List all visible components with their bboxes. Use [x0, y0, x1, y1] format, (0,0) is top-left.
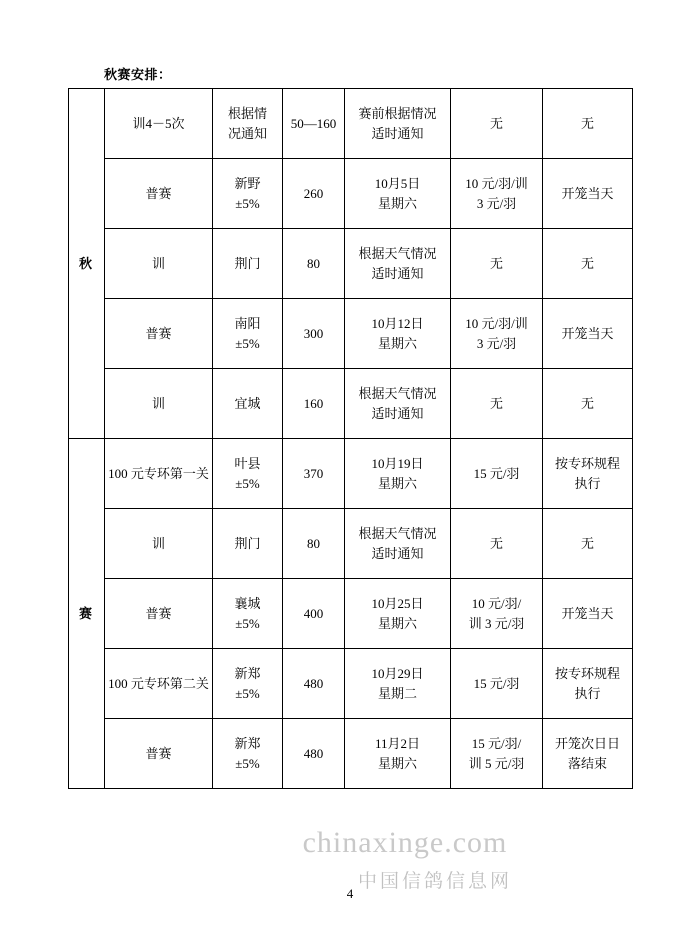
cell-release: 开笼当天 — [543, 299, 633, 369]
cell-place: 新野 ±5% — [213, 159, 283, 229]
watermark — [0, 826, 700, 893]
cell-date: 10月5日 星期六 — [345, 159, 451, 229]
cell-place: 宜城 — [213, 369, 283, 439]
cell-fee: 15 元/羽 — [451, 649, 543, 719]
cell-distance: 160 — [283, 369, 345, 439]
cell-type: 100 元专环第一关 — [105, 439, 213, 509]
page-title: 秋赛安排： — [104, 67, 172, 82]
cell-date: 10月19日 星期六 — [345, 439, 451, 509]
cell-fee: 无 — [451, 369, 543, 439]
autumn-race-schedule-table — [68, 88, 633, 789]
table-row — [69, 299, 633, 369]
table-row — [69, 369, 633, 439]
table-row — [69, 579, 633, 649]
cell-distance: 80 — [283, 509, 345, 579]
cell-fee: 15 元/羽 — [451, 439, 543, 509]
schedule-table-container — [68, 88, 632, 789]
cell-type: 100 元专环第二关 — [105, 649, 213, 719]
season-label-autumn: 秋 — [69, 89, 105, 439]
cell-release: 无 — [543, 369, 633, 439]
cell-distance: 400 — [283, 579, 345, 649]
table-row — [69, 439, 633, 509]
cell-date: 10月25日 星期六 — [345, 579, 451, 649]
cell-fee: 无 — [451, 509, 543, 579]
cell-distance: 480 — [283, 649, 345, 719]
page-number: 4 — [346, 886, 354, 901]
cell-type: 普赛 — [105, 719, 213, 789]
table-row — [69, 719, 633, 789]
cell-date: 10月29日 星期二 — [345, 649, 451, 719]
cell-date: 11月2日 星期六 — [345, 719, 451, 789]
cell-type: 训 — [105, 229, 213, 299]
cell-date: 根据天气情况 适时通知 — [345, 369, 451, 439]
cell-release: 开笼当天 — [543, 159, 633, 229]
cell-place: 新郑 ±5% — [213, 649, 283, 719]
cell-distance: 300 — [283, 299, 345, 369]
cell-place: 南阳 ±5% — [213, 299, 283, 369]
cell-type: 训 — [105, 509, 213, 579]
cell-fee: 10 元/羽/ 训 3 元/羽 — [451, 579, 543, 649]
cell-release: 无 — [543, 89, 633, 159]
table-row — [69, 649, 633, 719]
cell-fee: 15 元/羽/ 训 5 元/羽 — [451, 719, 543, 789]
table-body — [69, 89, 633, 789]
cell-release: 按专环规程 执行 — [543, 649, 633, 719]
cell-release: 无 — [543, 229, 633, 299]
cell-date: 10月12日 星期六 — [345, 299, 451, 369]
cell-date: 根据天气情况 适时通知 — [345, 509, 451, 579]
cell-type: 训4－5次 — [105, 89, 213, 159]
cell-type: 普赛 — [105, 579, 213, 649]
cell-distance: 260 — [283, 159, 345, 229]
cell-fee: 10 元/羽/训 3 元/羽 — [451, 299, 543, 369]
cell-release: 开笼次日日 落结束 — [543, 719, 633, 789]
cell-release: 无 — [543, 509, 633, 579]
watermark-latin-text: chinaxinge.com — [302, 826, 508, 859]
cell-release: 按专环规程 执行 — [543, 439, 633, 509]
cell-distance: 370 — [283, 439, 345, 509]
cell-fee: 无 — [451, 229, 543, 299]
cell-release: 开笼当天 — [543, 579, 633, 649]
cell-place: 根据情 况通知 — [213, 89, 283, 159]
cell-type: 训 — [105, 369, 213, 439]
cell-distance: 80 — [283, 229, 345, 299]
cell-date: 根据天气情况 适时通知 — [345, 229, 451, 299]
cell-place: 荆门 — [213, 229, 283, 299]
cell-fee: 10 元/羽/训 3 元/羽 — [451, 159, 543, 229]
cell-place: 叶县 ±5% — [213, 439, 283, 509]
cell-place: 襄城 ±5% — [213, 579, 283, 649]
cell-fee: 无 — [451, 89, 543, 159]
cell-type: 普赛 — [105, 159, 213, 229]
watermark-chinese-text: 中国信鸽信息网 — [357, 871, 512, 892]
cell-distance: 480 — [283, 719, 345, 789]
cell-distance: 50—160 — [283, 89, 345, 159]
table-row — [69, 89, 633, 159]
cell-type: 普赛 — [105, 299, 213, 369]
cell-date: 赛前根据情况 适时通知 — [345, 89, 451, 159]
table-row — [69, 159, 633, 229]
table-row — [69, 229, 633, 299]
cell-place: 新郑 ±5% — [213, 719, 283, 789]
season-label-race: 赛 — [69, 439, 105, 789]
table-row — [69, 509, 633, 579]
cell-place: 荆门 — [213, 509, 283, 579]
